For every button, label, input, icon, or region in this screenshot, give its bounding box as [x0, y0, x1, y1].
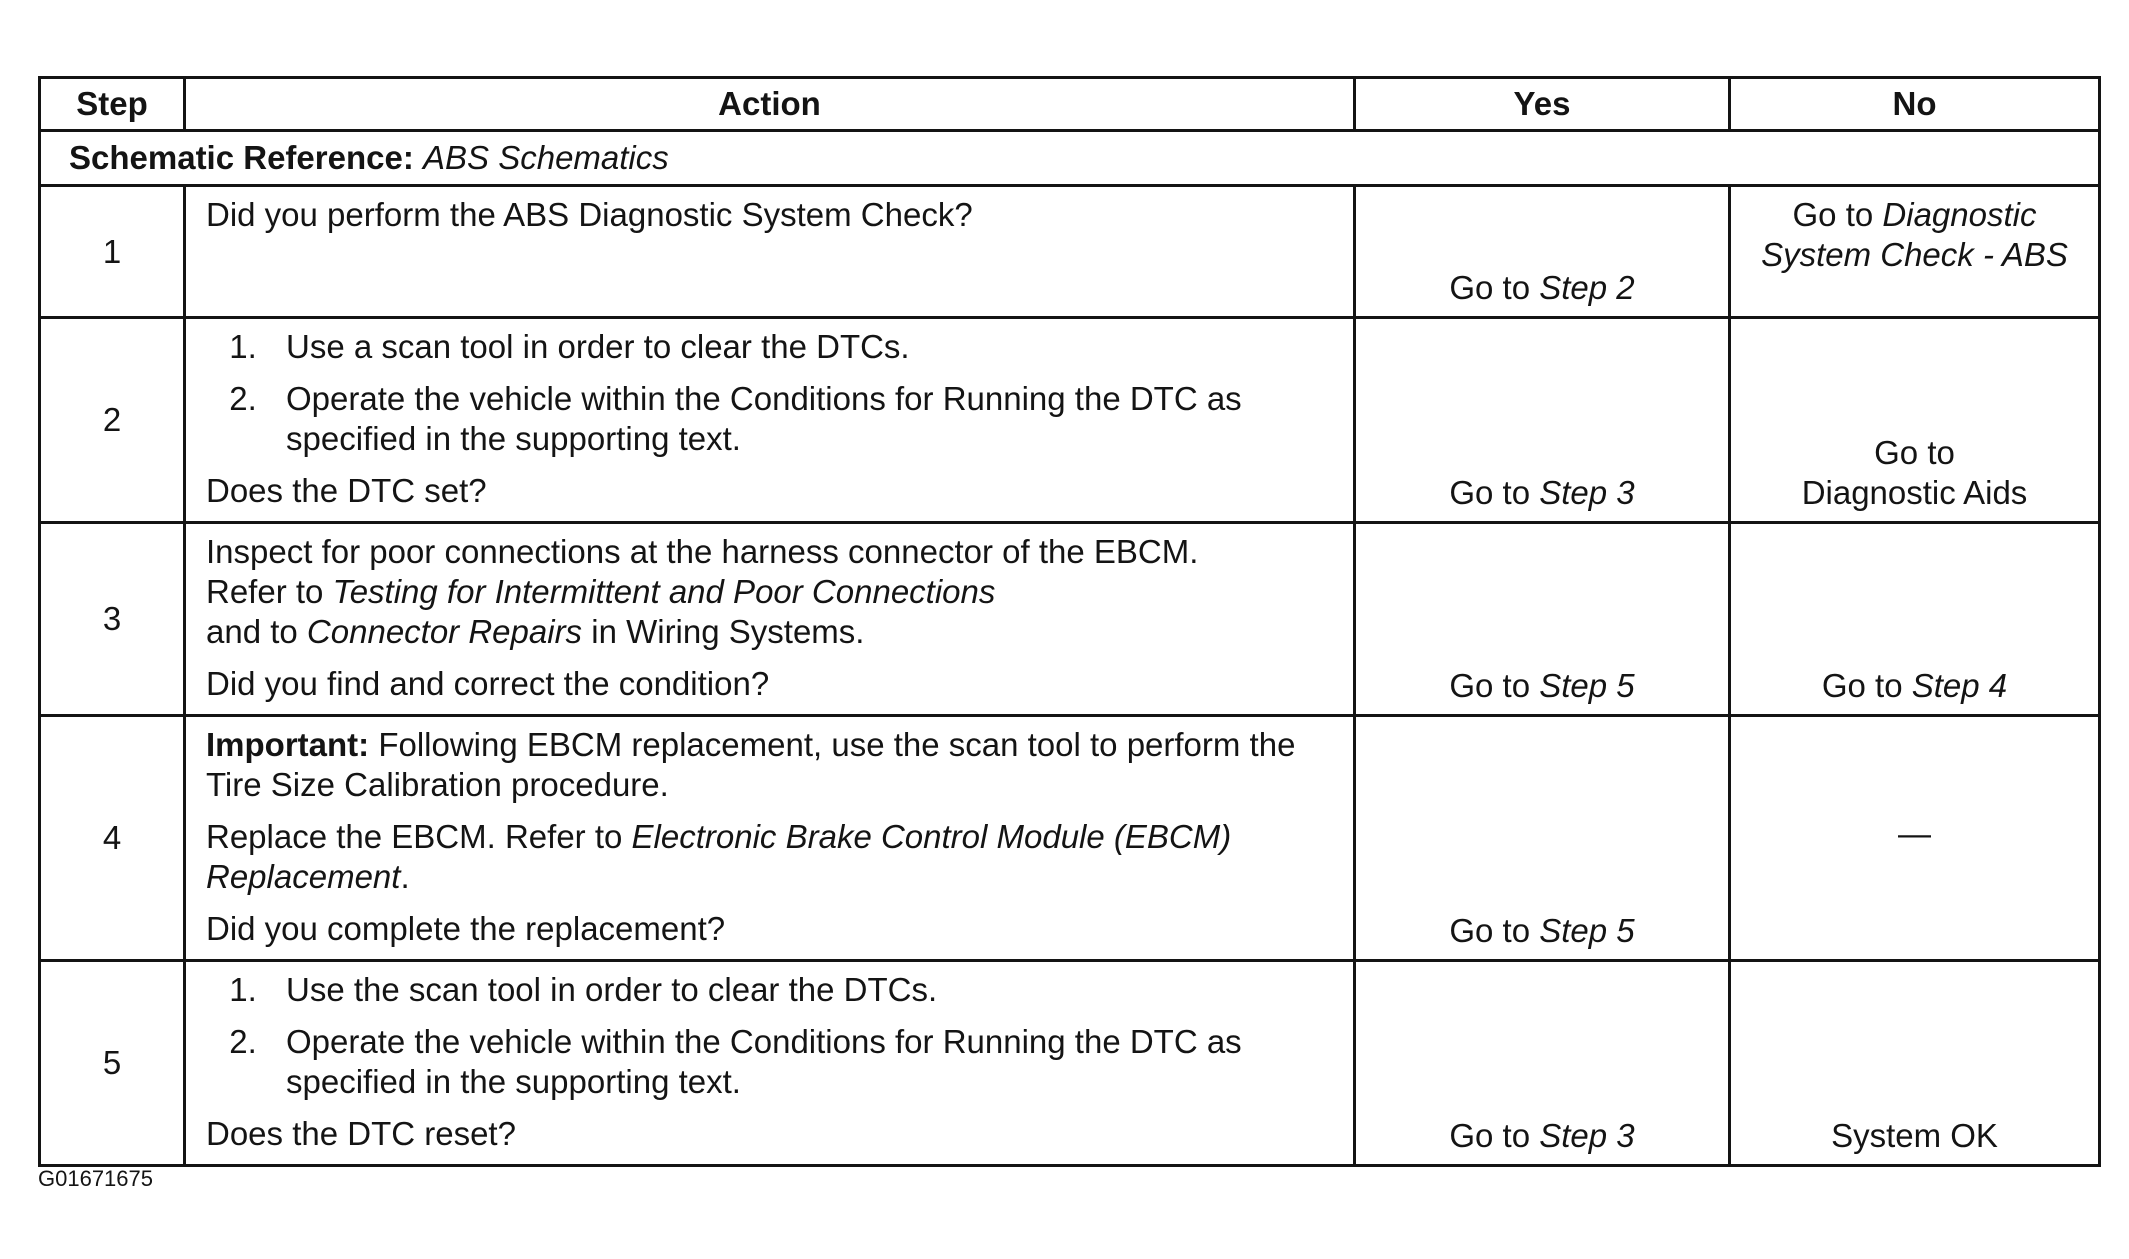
- action-cell: [185, 961, 1355, 1166]
- no-step-link[interactable]: Step 4: [1911, 667, 2008, 704]
- no-cell: [1730, 716, 2100, 961]
- step-row-3: [40, 523, 2100, 716]
- no-link-diagnostic-aids[interactable]: Diagnostic Aids: [1801, 474, 2028, 511]
- yes-step-link[interactable]: Step 2: [1539, 269, 1635, 306]
- header-step: Step: [40, 78, 185, 131]
- inspect-paragraph: [206, 532, 1343, 652]
- yes-cell: [1355, 318, 1730, 523]
- no-prefix: Go to: [1874, 434, 1955, 471]
- step-row-1: [40, 186, 2100, 318]
- step-number: 5: [40, 961, 185, 1166]
- procedure-item: 2. Operate the vehicle within the Conditions for Running the DTC as specified in the supporting text.: [266, 1022, 1343, 1102]
- procedure-list: [206, 327, 1343, 459]
- no-prefix: Go to: [1792, 196, 1874, 233]
- action-question: Does the DTC set?: [206, 472, 487, 509]
- no-result: System OK: [1831, 1117, 1998, 1154]
- header-yes: Yes: [1355, 78, 1730, 131]
- no-cell: [1730, 186, 2100, 318]
- schematic-reference-label: Schematic Reference:: [69, 139, 414, 176]
- no-link-diagnostic[interactable]: Diagnostic: [1882, 196, 2037, 233]
- yes-prefix: Go to: [1449, 667, 1531, 704]
- figure-id: G01671675: [38, 1166, 153, 1191]
- step-row-4: [40, 716, 2100, 961]
- step-number: 1: [40, 186, 185, 318]
- yes-step-link[interactable]: Step 5: [1539, 912, 1635, 949]
- yes-prefix: Go to: [1449, 912, 1531, 949]
- header-no: No: [1730, 78, 2100, 131]
- inspect-line: Inspect for poor connections at the harness connector of the EBCM.: [206, 533, 1199, 570]
- wiring-systems-suffix: in Wiring Systems.: [591, 613, 865, 650]
- schematic-reference-row: [40, 131, 2100, 186]
- diagnostic-table: [38, 76, 2101, 1167]
- header-action: Action: [185, 78, 1355, 131]
- replace-instruction: Replace the EBCM. Refer to Electronic Brake Control Module (EBCM) Replacement.: [206, 818, 1232, 895]
- procedure-item: 2. Operate the vehicle within the Conditions for Running the DTC as specified in the supporting text.: [266, 379, 1343, 459]
- ebcm-replacement-link[interactable]: Electronic Brake Control Module (EBCM) Replacement: [206, 818, 1232, 895]
- no-dash: —: [1898, 815, 1931, 852]
- yes-cell: [1355, 186, 1730, 318]
- testing-intermittent-link[interactable]: Testing for Intermittent and Poor Connections: [332, 573, 996, 610]
- refer-prefix: Refer to: [206, 573, 324, 610]
- no-prefix: Go to: [1821, 667, 1903, 704]
- yes-step-link[interactable]: Step 5: [1539, 667, 1635, 704]
- step-row-2: [40, 318, 2100, 523]
- procedure-list: [206, 970, 1343, 1102]
- and-to-prefix: and to: [206, 613, 298, 650]
- schematic-reference-link[interactable]: ABS Schematics: [423, 139, 669, 176]
- important-text: Following EBCM replacement, use the scan tool to perform the Tire Size Calibration procedure.: [206, 726, 1296, 803]
- no-link-system-check[interactable]: System Check - ABS: [1761, 236, 2068, 273]
- important-label: Important:: [206, 726, 370, 763]
- yes-prefix: Go to: [1449, 1117, 1531, 1154]
- procedure-item: 1. Use a scan tool in order to clear the DTCs.: [266, 327, 1343, 367]
- yes-prefix: Go to: [1449, 474, 1531, 511]
- yes-cell: [1355, 523, 1730, 716]
- no-cell: [1730, 961, 2100, 1166]
- no-cell: [1730, 318, 2100, 523]
- connector-repairs-link[interactable]: Connector Repairs: [306, 613, 583, 650]
- procedure-item: 1. Use the scan tool in order to clear the DTCs.: [266, 970, 1343, 1010]
- step-number: 3: [40, 523, 185, 716]
- action-cell: [185, 186, 1355, 318]
- action-cell: [185, 716, 1355, 961]
- action-cell: [185, 318, 1355, 523]
- step-number: 2: [40, 318, 185, 523]
- yes-prefix: Go to: [1449, 269, 1531, 306]
- no-cell: [1730, 523, 2100, 716]
- yes-cell: [1355, 961, 1730, 1166]
- header-row: [40, 78, 2100, 131]
- action-question: Did you complete the replacement?: [206, 910, 726, 947]
- yes-step-link[interactable]: Step 3: [1539, 474, 1635, 511]
- replace-prefix: Replace the EBCM. Refer to: [206, 818, 623, 855]
- action-question: Did you perform the ABS Diagnostic System Check?: [206, 196, 973, 233]
- action-question: Does the DTC reset?: [206, 1115, 516, 1152]
- step-row-5: [40, 961, 2100, 1166]
- important-note: [206, 725, 1343, 805]
- action-question: Did you find and correct the condition?: [206, 665, 770, 702]
- action-cell: [185, 523, 1355, 716]
- schematic-reference-cell: [40, 131, 2100, 186]
- yes-cell: [1355, 716, 1730, 961]
- step-number: 4: [40, 716, 185, 961]
- yes-step-link[interactable]: Step 3: [1539, 1117, 1635, 1154]
